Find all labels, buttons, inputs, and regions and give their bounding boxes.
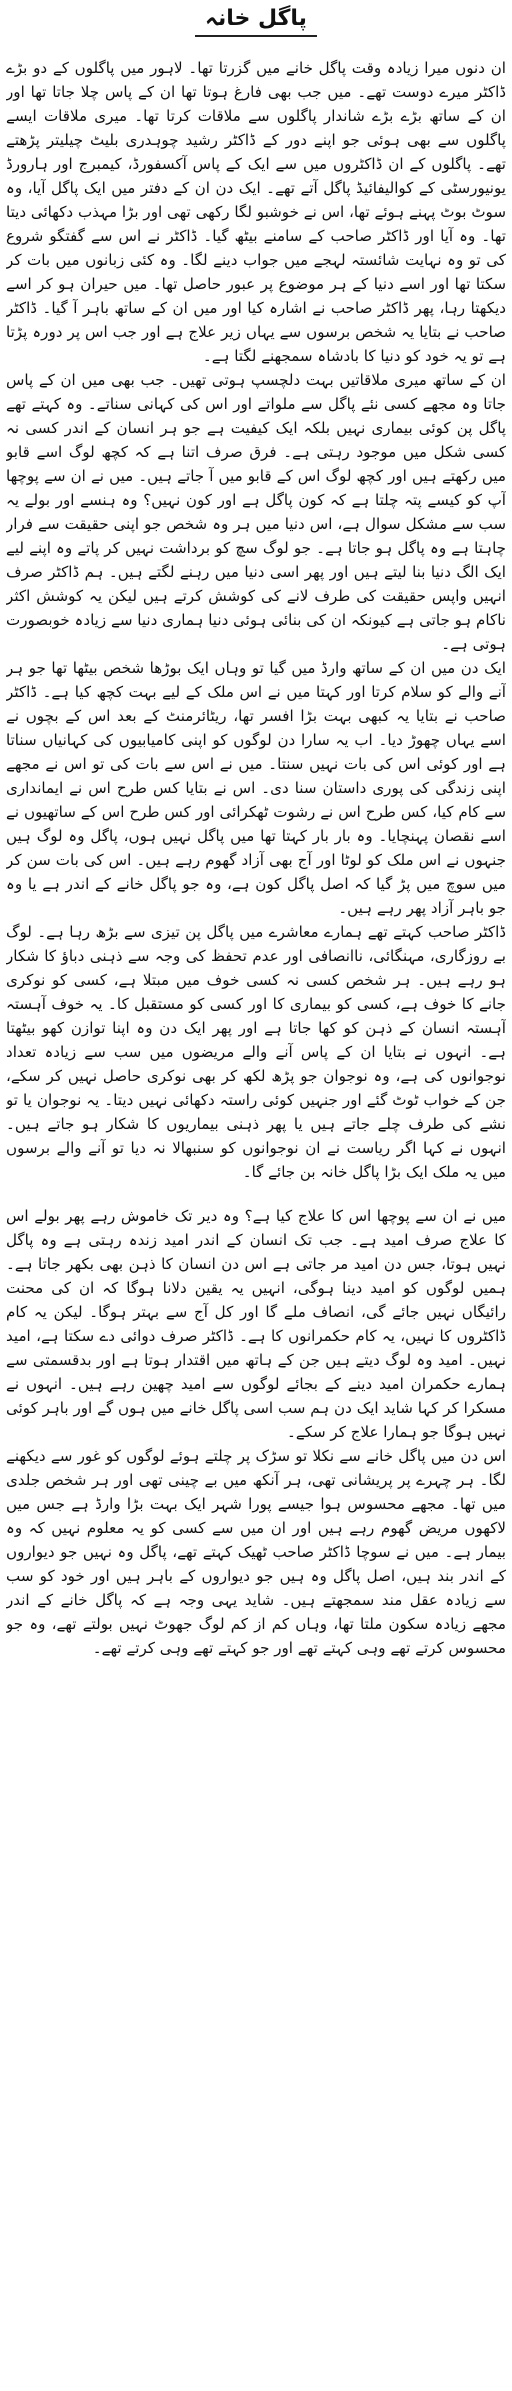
article-paragraph: میں نے ان سے پوچھا اس کا علاج کیا ہے؟ وہ دیر تک خاموش رہے پھر بولے اس کا علاج صرف امید ہے۔ جب تک انسان کے اندر امید زندہ رہتی ہے وہ پاگل نہیں ہوتا، جس دن امید مر جاتی ہے اس دن انسان کا ذہن بھی بکھر جاتا ہے۔ ہمیں لوگوں کو امید دینا ہوگی، انہیں یہ یقین دلانا ہوگا کہ ان کی محنت رائیگاں نہیں جائے گی، انصاف ملے گا اور کل آج سے بہتر ہوگا۔ لیکن یہ کام ڈاکٹروں کا نہیں، یہ کام حکمرانوں کا ہے۔ ڈاکٹر صرف دوائی دے سکتا ہے، امید نہیں۔ امید وہ لوگ دیتے ہیں جن کے ہاتھ میں اقتدار ہوتا ہے اور بدقسمتی سے ہمارے حکمران امید دینے کے بجائے لوگوں سے امید چھین رہے ہیں۔ انہوں نے مسکرا کر کہا شاید ایک دن ہم سب اسی پاگل خانے میں ہوں گے اور باہر کوئی نہیں ہوگا جو ہمارا علاج کر سکے۔ xyxy=(6,1207,506,1441)
article-title: پاگل خانہ xyxy=(195,4,317,37)
section-break xyxy=(6,1184,506,1204)
article-paragraph: ان دنوں میرا زیادہ وقت پاگل خانے میں گزرتا تھا۔ لاہور میں پاگلوں کے دو بڑے ڈاکٹر میرے دوست تھے۔ میں جب بھی فارغ ہوتا تھا ان کے پاس چلا جاتا تھا اور ان کے ساتھ بڑے بڑے شاندار پاگلوں سے ملاقات کرتا تھا۔ میری ملاقات ایسے پاگلوں سے بھی ہوئی جو اپنے دور کے ڈاکٹر رشید چوہدری بلیٹ چیلیتر پڑھتے تھے۔ پاگلوں کے ان ڈاکٹروں میں سے ایک کے پاس آکسفورڈ، کیمبرج اور ہارورڈ یونیورسٹی کے کوالیفائیڈ پاگل آتے تھے۔ ایک دن ان کے دفتر میں ایک پاگل آیا، وہ سوٹ بوٹ پہنے ہوئے تھا، اس نے خوشبو لگا رکھی تھی اور بڑا مہذب دکھائی دیتا تھا۔ وہ آیا اور ڈاکٹر صاحب کے سامنے بیٹھ گیا۔ ڈاکٹر نے اس سے گفتگو شروع کی تو وہ نہایت شائستہ لہجے میں جواب دینے لگا۔ وہ کئی زبانوں میں بات کر سکتا تھا اور اسے دنیا کے ہر موضوع پر عبور حاصل تھا۔ میں حیران ہو کر اسے دیکھتا رہا، پھر ڈاکٹر صاحب نے اشارہ کیا اور میں ان کے ساتھ باہر آ گیا۔ ڈاکٹر صاحب نے بتایا یہ شخص برسوں سے یہاں زیر علاج ہے اور جب اس پر دورہ پڑتا ہے تو یہ خود کو دنیا کا بادشاہ سمجھنے لگتا ہے۔ xyxy=(6,59,506,365)
article-body xyxy=(6,56,506,1660)
title-wrapper xyxy=(6,4,506,48)
article-paragraph: اس دن میں پاگل خانے سے نکلا تو سڑک پر چلتے ہوئے لوگوں کو غور سے دیکھنے لگا۔ ہر چہرے پر پریشانی تھی، ہر آنکھ میں بے چینی تھی اور ہر شخص جلدی میں تھا۔ مجھے محسوس ہوا جیسے پورا شہر ایک بہت بڑا وارڈ ہے جس میں لاکھوں مریض گھوم رہے ہیں اور ان میں سے کسی کو یہ معلوم نہیں کہ وہ بیمار ہے۔ میں نے سوچا ڈاکٹر صاحب ٹھیک کہتے تھے، پاگل وہ نہیں جو دیواروں کے اندر بند ہیں، اصل پاگل وہ ہیں جو دیواروں کے باہر ہیں اور خود کو سب سے زیادہ عقل مند سمجھتے ہیں۔ شاید یہی وجہ ہے کہ پاگل خانے کے اندر مجھے زیادہ سکون ملتا تھا، وہاں کم از کم لوگ جھوٹ نہیں بولتے تھے، وہ جو محسوس کرتے تھے وہی کہتے تھے اور جو کہتے تھے وہی کرتے تھے۔ xyxy=(6,1447,506,1657)
article-paragraph: ایک دن میں ان کے ساتھ وارڈ میں گیا تو وہاں ایک بوڑھا شخص بیٹھا تھا جو ہر آنے والے کو سلام کرتا اور کہتا میں نے اس ملک کے لیے بہت کچھ کیا ہے۔ ڈاکٹر صاحب نے بتایا یہ کبھی بہت بڑا افسر تھا، ریٹائرمنٹ کے بعد اس کے بچوں نے اسے یہاں چھوڑ دیا۔ اب یہ سارا دن لوگوں کو اپنی کامیابیوں کی کہانیاں سناتا ہے اور کوئی اس کی بات نہیں سنتا۔ میں نے اس سے بات کی تو اس نے مجھے اپنی زندگی کی پوری داستان سنا دی۔ اس نے بتایا کس طرح اس نے ایمانداری سے کام کیا، کس طرح اس نے رشوت ٹھکرائی اور کس طرح اس کے ساتھیوں نے اسے نقصان پہنچایا۔ وہ بار بار کہتا تھا میں پاگل نہیں ہوں، پاگل وہ لوگ ہیں جنہوں نے اس ملک کو لوٹا اور آج بھی آزاد گھوم رہے ہیں۔ اس کی بات سن کر میں سوچ میں پڑ گیا کہ اصل پاگل کون ہے، وہ جو پاگل خانے کے اندر ہے یا وہ جو باہر آزاد پھر رہے ہیں۔ xyxy=(6,659,506,917)
article-column xyxy=(6,4,506,2385)
article-paragraph: ڈاکٹر صاحب کہتے تھے ہمارے معاشرے میں پاگل پن تیزی سے بڑھ رہا ہے۔ لوگ بے روزگاری، مہنگائی، ناانصافی اور عدم تحفظ کی وجہ سے ذہنی دباؤ کا شکار ہو رہے ہیں۔ ہر شخص کسی نہ کسی خوف میں مبتلا ہے، کسی کو نوکری جانے کا خوف ہے، کسی کو بیماری کا اور کسی کو مستقبل کا۔ یہ خوف آہستہ آہستہ انسان کے ذہن کو کھا جاتا ہے اور پھر ایک دن وہ اپنا توازن کھو بیٹھتا ہے۔ انہوں نے بتایا ان کے پاس آنے والے مریضوں میں سب سے زیادہ تعداد نوجوانوں کی ہے، وہ نوجوان جو پڑھ لکھ کر بھی نوکری حاصل نہیں کر سکے، جن کے خواب ٹوٹ گئے اور جنہیں کوئی راستہ دکھائی نہیں دیتا۔ یہ نوجوان یا تو نشے کی طرف چلے جاتے ہیں یا پھر ذہنی بیماریوں کا شکار ہو جاتے ہیں۔ انہوں نے کہا اگر ریاست نے ان نوجوانوں کو سنبھالا نہ دیا تو آنے والے برسوں میں یہ ملک ایک بڑا پاگل خانہ بن جائے گا۔ xyxy=(6,923,506,1181)
article-paragraph: ان کے ساتھ میری ملاقاتیں بہت دلچسپ ہوتی تھیں۔ جب بھی میں ان کے پاس جاتا وہ مجھے کسی نئے پاگل سے ملواتے اور اس کی کہانی سناتے۔ وہ کہتے تھے پاگل پن کوئی بیماری نہیں بلکہ ایک کیفیت ہے جو ہر انسان کے اندر کسی نہ کسی شکل میں موجود رہتی ہے۔ فرق صرف اتنا ہے کہ کچھ لوگ اسے قابو میں رکھتے ہیں اور کچھ لوگ اس کے قابو میں آ جاتے ہیں۔ میں نے ان سے پوچھا آپ کو کیسے پتہ چلتا ہے کہ کون پاگل ہے اور کون نہیں؟ وہ ہنسے اور بولے یہ سب سے مشکل سوال ہے، اس دنیا میں ہر وہ شخص جو اپنی حقیقت سے فرار چاہتا ہے وہ پاگل ہو جاتا ہے۔ جو لوگ سچ کو برداشت نہیں کر پاتے وہ اپنے لیے ایک الگ دنیا بنا لیتے ہیں اور پھر اسی دنیا میں رہنے لگتے ہیں۔ ہم ڈاکٹر صرف انہیں واپس حقیقت کی طرف لانے کی کوشش کرتے ہیں لیکن یہ کوشش اکثر ناکام ہو جاتی ہے کیونکہ ان کی بنائی ہوئی دنیا ہماری دنیا سے زیادہ خوبصورت ہوتی ہے۔ xyxy=(6,371,506,653)
